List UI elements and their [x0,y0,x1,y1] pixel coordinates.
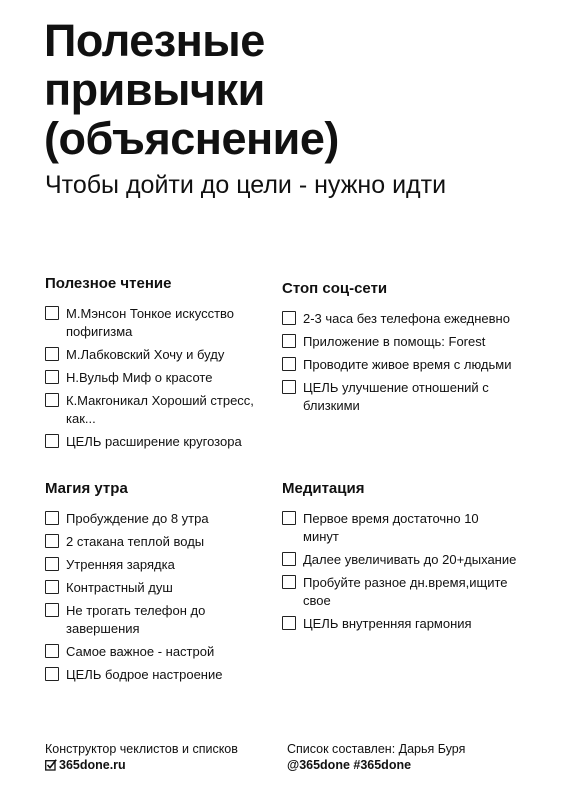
checklist-item[interactable] [45,643,281,661]
page-subtitle: Чтобы дойти до цели - нужно идти [45,171,447,199]
checkbox[interactable] [45,603,59,617]
hashtags: @365done #365done [287,758,412,772]
checklist-item[interactable] [45,369,281,387]
checkbox[interactable] [45,511,59,525]
checklist-item-label: Первое время достаточно 10 минут [303,511,479,544]
section-useful-reading [45,275,281,456]
checklist-item[interactable] [282,510,518,546]
checklist-item-label: ЦЕЛЬ бодрое настроение [66,667,223,682]
checklist-item-label: М.Лабковский Хочу и буду [66,347,225,362]
checklist-item-label: К.Макгоникал Хороший стресс, как... [66,393,254,426]
checklist-item[interactable] [282,356,518,374]
checkbox[interactable] [282,616,296,630]
footer-constructor-text: Конструктор чеклистов и списков [45,742,238,756]
brand-name: 365done.ru [59,758,126,772]
checkbox[interactable] [45,580,59,594]
checkbox[interactable] [282,552,296,566]
section-title: Полезное чтение [45,275,172,292]
checkbox[interactable] [282,575,296,589]
checkbox[interactable] [282,311,296,325]
checklist-item-label: Н.Вульф Миф о красоте [66,370,213,385]
checklist-item[interactable] [282,615,518,633]
checklist-item-label: 2-3 часа без телефона ежедневно [303,311,510,326]
checklist-item[interactable] [45,556,281,574]
checklist-item[interactable] [282,574,518,610]
checkbox[interactable] [45,370,59,384]
checklist-item[interactable] [45,305,281,341]
checklist-item-label: Не трогать телефон до завершения [66,603,206,636]
footer-author [287,741,527,773]
checkbox[interactable] [45,393,59,407]
brand-link[interactable] [45,757,275,773]
checklist-item[interactable] [45,666,281,684]
checklist-item[interactable] [45,433,281,451]
section-title: Стоп соц-сети [282,280,388,297]
checklist-item-label: ЦЕЛЬ расширение кругозора [66,434,242,449]
title-line-2: привычки [44,64,265,115]
section-morning-magic [45,480,281,689]
checkbox[interactable] [45,667,59,681]
checklist-item-label: Приложение в помощь: Forest [303,334,486,349]
page-title [44,16,524,163]
checklist-item-label: ЦЕЛЬ улучшение отношений с близкими [303,380,489,413]
checklist-item[interactable] [45,392,281,428]
section-meditation [282,480,518,638]
section-stop-social [282,280,518,420]
checklist-item[interactable] [45,510,281,528]
checkbox[interactable] [282,357,296,371]
checklist-item-label: Проводите живое время с людьми [303,357,512,372]
checklist-item[interactable] [45,346,281,364]
checkbox[interactable] [45,347,59,361]
checkbox[interactable] [45,644,59,658]
checklist-item-label: Пробуйте разное дн.время,ищите свое [303,575,508,608]
checkbox[interactable] [282,511,296,525]
checklist-item-label: 2 стакана теплой воды [66,534,205,549]
checkbox[interactable] [282,380,296,394]
checklist-item[interactable] [45,602,281,638]
checklist-item-label: М.Мэнсон Тонкое искусство пофигизма [66,306,235,339]
checklist-item-label: Самое важное - настрой [66,644,215,659]
title-line-3: (объяснение) [44,113,339,164]
section-title: Медитация [282,480,365,497]
footer-constructor [45,741,275,773]
title-line-1: Полезные [44,15,265,66]
author-credit: Список составлен: Дарья Буря [287,742,466,756]
checklist-item[interactable] [282,551,518,569]
checklist-item-label: Утренняя зарядка [66,557,175,572]
checklist-item[interactable] [282,379,518,415]
checkbox[interactable] [45,534,59,548]
section-title: Магия утра [45,480,128,497]
checkbox[interactable] [282,334,296,348]
checkbox[interactable] [45,434,59,448]
checklist-item[interactable] [45,533,281,551]
checklist-item-label: Пробуждение до 8 утра [66,511,209,526]
checklist-item[interactable] [282,310,518,328]
checklist-item[interactable] [282,333,518,351]
checkbox-check-icon [45,759,57,771]
checklist-item[interactable] [45,579,281,597]
checklist-item-label: Контрастный душ [66,580,173,595]
checkbox[interactable] [45,306,59,320]
checklist-item-label: Далее увеличивать до 20+дыхание [303,552,517,567]
checkbox[interactable] [45,557,59,571]
checklist-item-label: ЦЕЛЬ внутренняя гармония [303,616,472,631]
